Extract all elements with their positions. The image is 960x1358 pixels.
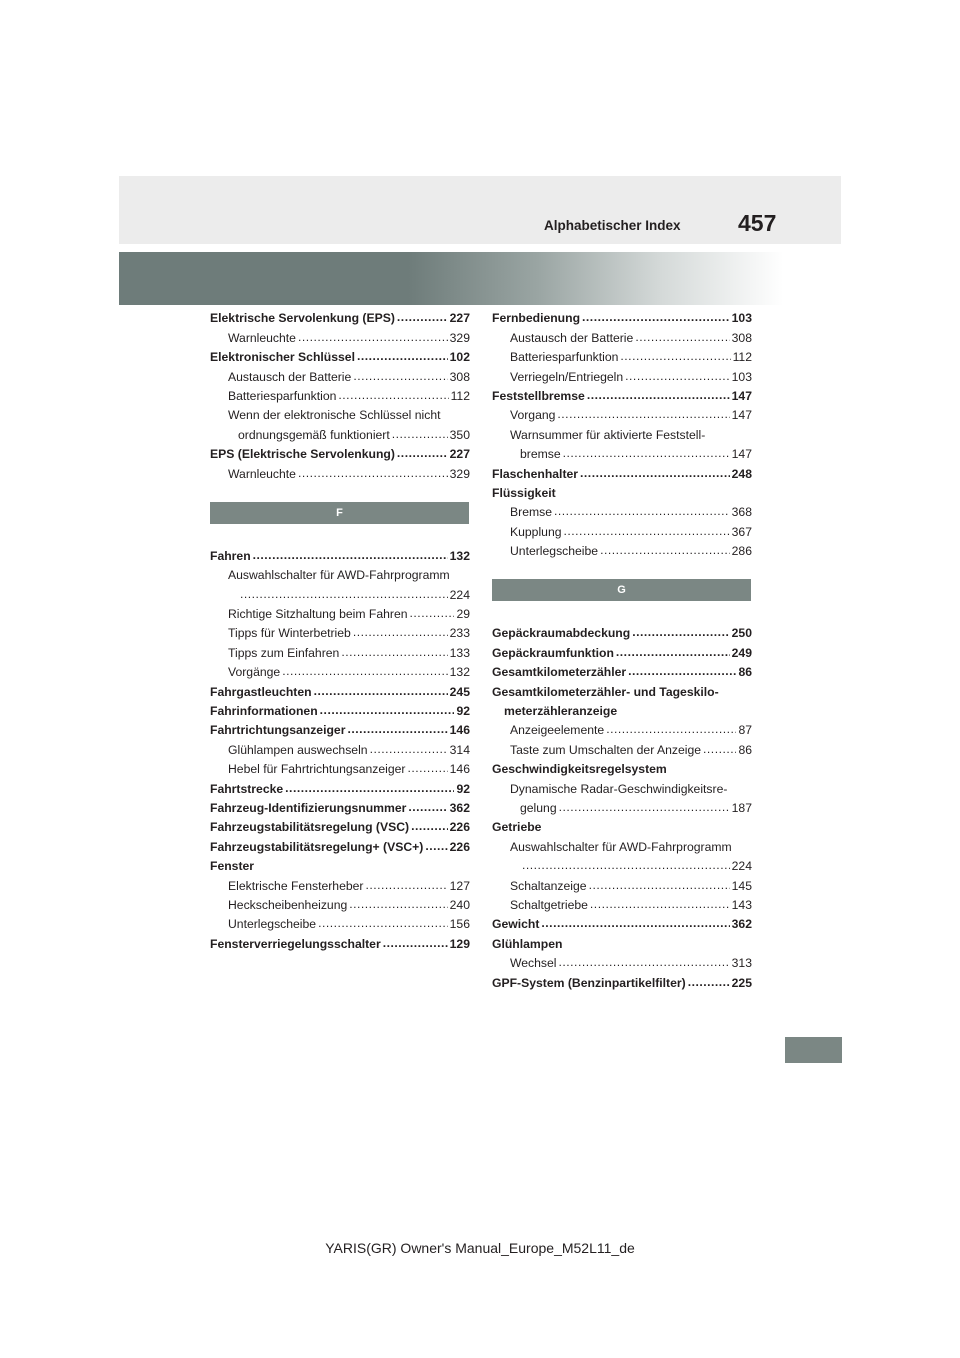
index-entry bbox=[492, 854, 752, 873]
index-entry-page: 103 bbox=[731, 311, 752, 326]
index-entry bbox=[492, 970, 752, 989]
leader-dots bbox=[580, 466, 730, 480]
leader-dots bbox=[298, 330, 448, 344]
index-entry bbox=[492, 442, 752, 461]
leader-dots bbox=[318, 916, 448, 930]
index-entry-text: Austausch der Batterie bbox=[510, 330, 634, 345]
index-entry-text: Wechsel bbox=[510, 956, 557, 971]
index-entry-text: Elektronischer Schlüssel bbox=[210, 350, 355, 365]
leader-dots bbox=[397, 446, 448, 460]
leader-dots bbox=[632, 625, 729, 639]
index-entry-text: Fahrtrichtungsanzeiger bbox=[210, 723, 346, 738]
index-entry bbox=[492, 364, 752, 383]
index-entry-text: Elektrische Fensterheber bbox=[228, 878, 364, 893]
index-entry-text: Fahren bbox=[210, 548, 251, 563]
index-entry bbox=[210, 737, 470, 756]
index-entry bbox=[210, 306, 470, 325]
leader-dots bbox=[365, 878, 447, 892]
index-entry bbox=[492, 660, 752, 679]
leader-dots bbox=[425, 839, 447, 853]
index-entry-page: 187 bbox=[731, 800, 752, 815]
index-column-right bbox=[492, 306, 752, 990]
leader-dots bbox=[541, 916, 729, 930]
index-entry-text: Hebel für Fahrtrichtungsanzeiger bbox=[228, 762, 406, 777]
index-entry-text: Gewicht bbox=[492, 917, 540, 932]
leader-dots bbox=[392, 427, 448, 441]
index-group-f bbox=[210, 544, 470, 951]
index-entry-page: 224 bbox=[449, 587, 470, 602]
index-entry-text: Schaltgetriebe bbox=[510, 897, 588, 912]
index-entry-text: Fahrtstrecke bbox=[210, 781, 284, 796]
index-entry-text: Fahrzeug-Identifizierungsnummer bbox=[210, 800, 407, 815]
leader-dots bbox=[590, 897, 730, 911]
index-entry-page: 129 bbox=[449, 936, 470, 951]
index-entry bbox=[210, 815, 470, 834]
index-group-g bbox=[492, 621, 752, 989]
index-entry-text: Batteriesparfunktion bbox=[228, 388, 337, 403]
index-entry-page: 227 bbox=[449, 447, 470, 462]
index-entry bbox=[492, 951, 752, 970]
index-entry bbox=[210, 442, 470, 461]
leader-dots bbox=[563, 446, 730, 460]
index-entry-text: Unterlegscheibe bbox=[510, 544, 599, 559]
index-entry bbox=[210, 582, 470, 601]
leader-dots bbox=[347, 722, 447, 736]
index-entry bbox=[492, 893, 752, 912]
index-entry bbox=[210, 660, 470, 679]
leader-dots bbox=[557, 407, 729, 421]
index-entry-page: 224 bbox=[731, 859, 752, 874]
leader-dots bbox=[282, 664, 447, 678]
letter-band-f: F bbox=[210, 502, 469, 524]
index-entry bbox=[210, 544, 470, 563]
leader-dots bbox=[341, 645, 447, 659]
index-entry: Getriebe bbox=[492, 820, 542, 835]
index-entry bbox=[210, 776, 470, 795]
leader-dots bbox=[522, 858, 730, 872]
index-entry-text: Gepäckraumfunktion bbox=[492, 645, 614, 660]
index-entry bbox=[210, 718, 470, 737]
page-number: 457 bbox=[738, 210, 777, 236]
leader-dots bbox=[285, 781, 454, 795]
index-entry bbox=[210, 912, 470, 931]
index-entry-page: 86 bbox=[738, 742, 752, 757]
leader-dots bbox=[253, 548, 448, 562]
leader-dots bbox=[606, 722, 736, 736]
leader-dots bbox=[357, 349, 448, 363]
index-entry-page: 308 bbox=[449, 369, 470, 384]
index-entry: Gesamtkilometerzähler- und Tageskilo- bbox=[492, 684, 719, 699]
index-entry: Wenn der elektronische Schlüssel nicht bbox=[228, 408, 441, 423]
leader-dots bbox=[411, 819, 448, 833]
leader-dots bbox=[298, 466, 448, 480]
index-entry bbox=[210, 422, 470, 441]
index-entry: Glühlampen bbox=[492, 936, 563, 951]
index-entry bbox=[492, 873, 752, 892]
leader-dots bbox=[616, 645, 730, 659]
leader-dots bbox=[370, 742, 448, 756]
index-entry bbox=[210, 384, 470, 403]
index-entry-text: Vorgang bbox=[510, 408, 556, 423]
index-entry bbox=[492, 325, 752, 344]
leader-dots bbox=[688, 975, 730, 989]
index-entry-page: 368 bbox=[731, 505, 752, 520]
index-entry bbox=[210, 325, 470, 344]
index-entry bbox=[492, 500, 752, 519]
leader-dots bbox=[353, 625, 448, 639]
index-entry-page: 127 bbox=[449, 878, 470, 893]
leader-dots bbox=[338, 388, 448, 402]
index-entry-text: Tipps für Winterbetrieb bbox=[228, 626, 351, 641]
leader-dots bbox=[410, 606, 455, 620]
index-entry-text: Bremse bbox=[510, 505, 552, 520]
index-entry-page: 362 bbox=[731, 917, 752, 932]
index-entry-text: EPS (Elektrische Servolenkung) bbox=[210, 447, 395, 462]
index-entry-page: 286 bbox=[731, 544, 752, 559]
index-entry bbox=[492, 796, 752, 815]
index-entry-page: 329 bbox=[449, 466, 470, 481]
index-entry-text: gelung bbox=[520, 800, 557, 815]
index-entry: Auswahlschalter für AWD-Fahrprogramm bbox=[510, 839, 732, 854]
index-entry-page: 92 bbox=[456, 704, 470, 719]
leader-dots bbox=[408, 761, 448, 775]
index-entry-text: Fahrgastleuchten bbox=[210, 684, 312, 699]
index-entry-text: Fahrzeugstabilitätsregelung (VSC) bbox=[210, 820, 410, 835]
index-entry bbox=[210, 699, 470, 718]
leader-dots bbox=[628, 664, 736, 678]
index-entry: Geschwindigkeitsregelsystem bbox=[492, 762, 667, 777]
index-entry-page: 227 bbox=[449, 311, 470, 326]
index-entry bbox=[210, 602, 470, 621]
header-band bbox=[119, 176, 841, 244]
index-entry-page: 147 bbox=[731, 388, 752, 403]
index-entry-page: 245 bbox=[449, 684, 470, 699]
leader-dots bbox=[349, 897, 447, 911]
index-entry-text: Austausch der Batterie bbox=[228, 369, 352, 384]
index-entry-page: 147 bbox=[731, 408, 752, 423]
index-entry bbox=[492, 306, 752, 325]
leader-dots bbox=[397, 310, 448, 324]
index-entry-page: 233 bbox=[449, 626, 470, 641]
index-entry bbox=[210, 461, 470, 480]
index-entry-page: 226 bbox=[449, 839, 470, 854]
index-entry-text: Heckscheibenheizung bbox=[228, 897, 348, 912]
index-entry-page: 146 bbox=[449, 762, 470, 777]
index-entry: meterzähleranzeige bbox=[504, 704, 618, 719]
index-entry bbox=[210, 640, 470, 659]
index-entry-text: Fahrinformationen bbox=[210, 704, 318, 719]
index-entry bbox=[210, 834, 470, 853]
index-entry bbox=[492, 621, 752, 640]
index-entry-page: 248 bbox=[731, 466, 752, 481]
index-entry bbox=[210, 796, 470, 815]
leader-dots bbox=[314, 684, 448, 698]
leader-dots bbox=[320, 703, 455, 717]
index-entry bbox=[210, 679, 470, 698]
footer-manual-id: YARIS(GR) Owner's Manual_Europe_M52L11_de bbox=[325, 1240, 635, 1256]
index-entry-page: 350 bbox=[449, 427, 470, 442]
header-gradient-bar bbox=[119, 252, 841, 305]
index-entry bbox=[492, 539, 752, 558]
index-entry bbox=[492, 345, 752, 364]
index-column-left bbox=[210, 306, 470, 951]
index-entry bbox=[492, 519, 752, 538]
index-entry-page: 132 bbox=[449, 665, 470, 680]
leader-dots bbox=[564, 524, 730, 538]
index-entry: Warnsummer für aktivierte Feststell- bbox=[510, 427, 706, 442]
index-entry: Dynamische Radar-Geschwindigkeitsre- bbox=[510, 781, 728, 796]
index-group-e bbox=[210, 306, 470, 481]
index-entry-page: 147 bbox=[731, 447, 752, 462]
index-entry-page: 367 bbox=[731, 524, 752, 539]
index-entry-page: 146 bbox=[449, 723, 470, 738]
index-entry-text: Warnleuchte bbox=[228, 330, 296, 345]
index-entry-page: 362 bbox=[449, 800, 470, 815]
index-entry bbox=[492, 403, 752, 422]
leader-dots bbox=[703, 742, 736, 756]
index-entry-page: 250 bbox=[731, 626, 752, 641]
index-entry-text: Feststellbremse bbox=[492, 388, 585, 403]
index-entry-page: 29 bbox=[456, 607, 470, 622]
index-entry bbox=[492, 640, 752, 659]
leader-dots bbox=[408, 800, 447, 814]
index-entry bbox=[492, 718, 752, 737]
index-entry-page: 112 bbox=[450, 388, 470, 403]
index-entry bbox=[492, 912, 752, 931]
index-entry-page: 226 bbox=[449, 820, 470, 835]
index-entry-text: Elektrische Servolenkung (EPS) bbox=[210, 311, 395, 326]
index-entry-page: 102 bbox=[449, 350, 470, 365]
index-entry-text: Fernbedienung bbox=[492, 311, 581, 326]
index-entry bbox=[492, 737, 752, 756]
index-entry-page: 112 bbox=[732, 350, 752, 365]
index-entry bbox=[210, 345, 470, 364]
leader-dots bbox=[620, 349, 730, 363]
index-group-f-continued bbox=[492, 306, 752, 558]
index-entry bbox=[210, 931, 470, 950]
leader-dots bbox=[240, 587, 448, 601]
index-entry-text: Glühlampen auswechseln bbox=[228, 742, 368, 757]
index-entry-page: 86 bbox=[738, 665, 752, 680]
index-entry-page: 87 bbox=[738, 723, 752, 738]
index-entry-text: Batteriesparfunktion bbox=[510, 350, 619, 365]
index-entry-page: 103 bbox=[731, 369, 752, 384]
index-entry bbox=[210, 621, 470, 640]
index-entry-page: 313 bbox=[731, 956, 752, 971]
leader-dots bbox=[600, 543, 730, 557]
index-entry-text: Warnleuchte bbox=[228, 466, 296, 481]
index-entry bbox=[492, 384, 752, 403]
index-entry bbox=[210, 364, 470, 383]
index-entry-page: 329 bbox=[449, 330, 470, 345]
index-entry-text: GPF-System (Benzinpartikelfilter) bbox=[492, 975, 686, 990]
leader-dots bbox=[559, 800, 730, 814]
leader-dots bbox=[353, 369, 447, 383]
index-entry: Fenster bbox=[210, 859, 255, 874]
leader-dots bbox=[589, 878, 730, 892]
index-entry: Auswahlschalter für AWD-Fahrprogramm bbox=[228, 568, 450, 583]
index-entry-text: Schaltanzeige bbox=[510, 878, 587, 893]
index-entry bbox=[210, 757, 470, 776]
leader-dots bbox=[554, 504, 730, 518]
section-title: Alphabetischer Index bbox=[544, 218, 681, 233]
index-entry-text: ordnungsgemäß funktioniert bbox=[238, 427, 390, 442]
index-entry-text: Richtige Sitzhaltung beim Fahren bbox=[228, 607, 408, 622]
index-entry-page: 132 bbox=[449, 548, 470, 563]
index-entry-text: Tipps zum Einfahren bbox=[228, 645, 340, 660]
index-entry-page: 92 bbox=[456, 781, 470, 796]
index-entry-page: 225 bbox=[731, 975, 752, 990]
index-entry-text: Unterlegscheibe bbox=[228, 917, 317, 932]
index-entry-text: Verriegeln/Entriegeln bbox=[510, 369, 624, 384]
index-entry-page: 308 bbox=[731, 330, 752, 345]
index-entry-page: 133 bbox=[449, 645, 470, 660]
index-entry-text: Kupplung bbox=[510, 524, 562, 539]
leader-dots bbox=[559, 955, 730, 969]
index-entry-page: 145 bbox=[731, 878, 752, 893]
index-entry: Flüssigkeit bbox=[492, 485, 556, 500]
index-entry bbox=[210, 873, 470, 892]
index-entry-page: 249 bbox=[731, 645, 752, 660]
index-entry-text: Flaschenhalter bbox=[492, 466, 579, 481]
index-entry bbox=[492, 461, 752, 480]
index-entry-text: Anzeigeelemente bbox=[510, 723, 605, 738]
index-entry-text: Taste zum Umschalten der Anzeige bbox=[510, 742, 702, 757]
index-entry-text: Gepäckraumabdeckung bbox=[492, 626, 631, 641]
chapter-tab bbox=[785, 1037, 842, 1063]
index-entry-page: 143 bbox=[731, 897, 752, 912]
index-entry-page: 314 bbox=[449, 742, 470, 757]
index-entry-page: 240 bbox=[449, 897, 470, 912]
index-entry-page: 156 bbox=[449, 917, 470, 932]
leader-dots bbox=[383, 936, 448, 950]
index-entry bbox=[210, 893, 470, 912]
leader-dots bbox=[582, 310, 730, 324]
index-entry-text: Fahrzeugstabilitätsregelung+ (VSC+) bbox=[210, 839, 424, 854]
leader-dots bbox=[587, 388, 730, 402]
index-entry-text: Gesamtkilometerzähler bbox=[492, 665, 627, 680]
index-entry-text: Fensterverriegelungsschalter bbox=[210, 936, 381, 951]
letter-band-g: G bbox=[492, 579, 751, 601]
leader-dots bbox=[635, 330, 729, 344]
index-entry-text: Vorgänge bbox=[228, 665, 281, 680]
leader-dots bbox=[625, 369, 730, 383]
index-entry-text: bremse bbox=[520, 447, 561, 462]
